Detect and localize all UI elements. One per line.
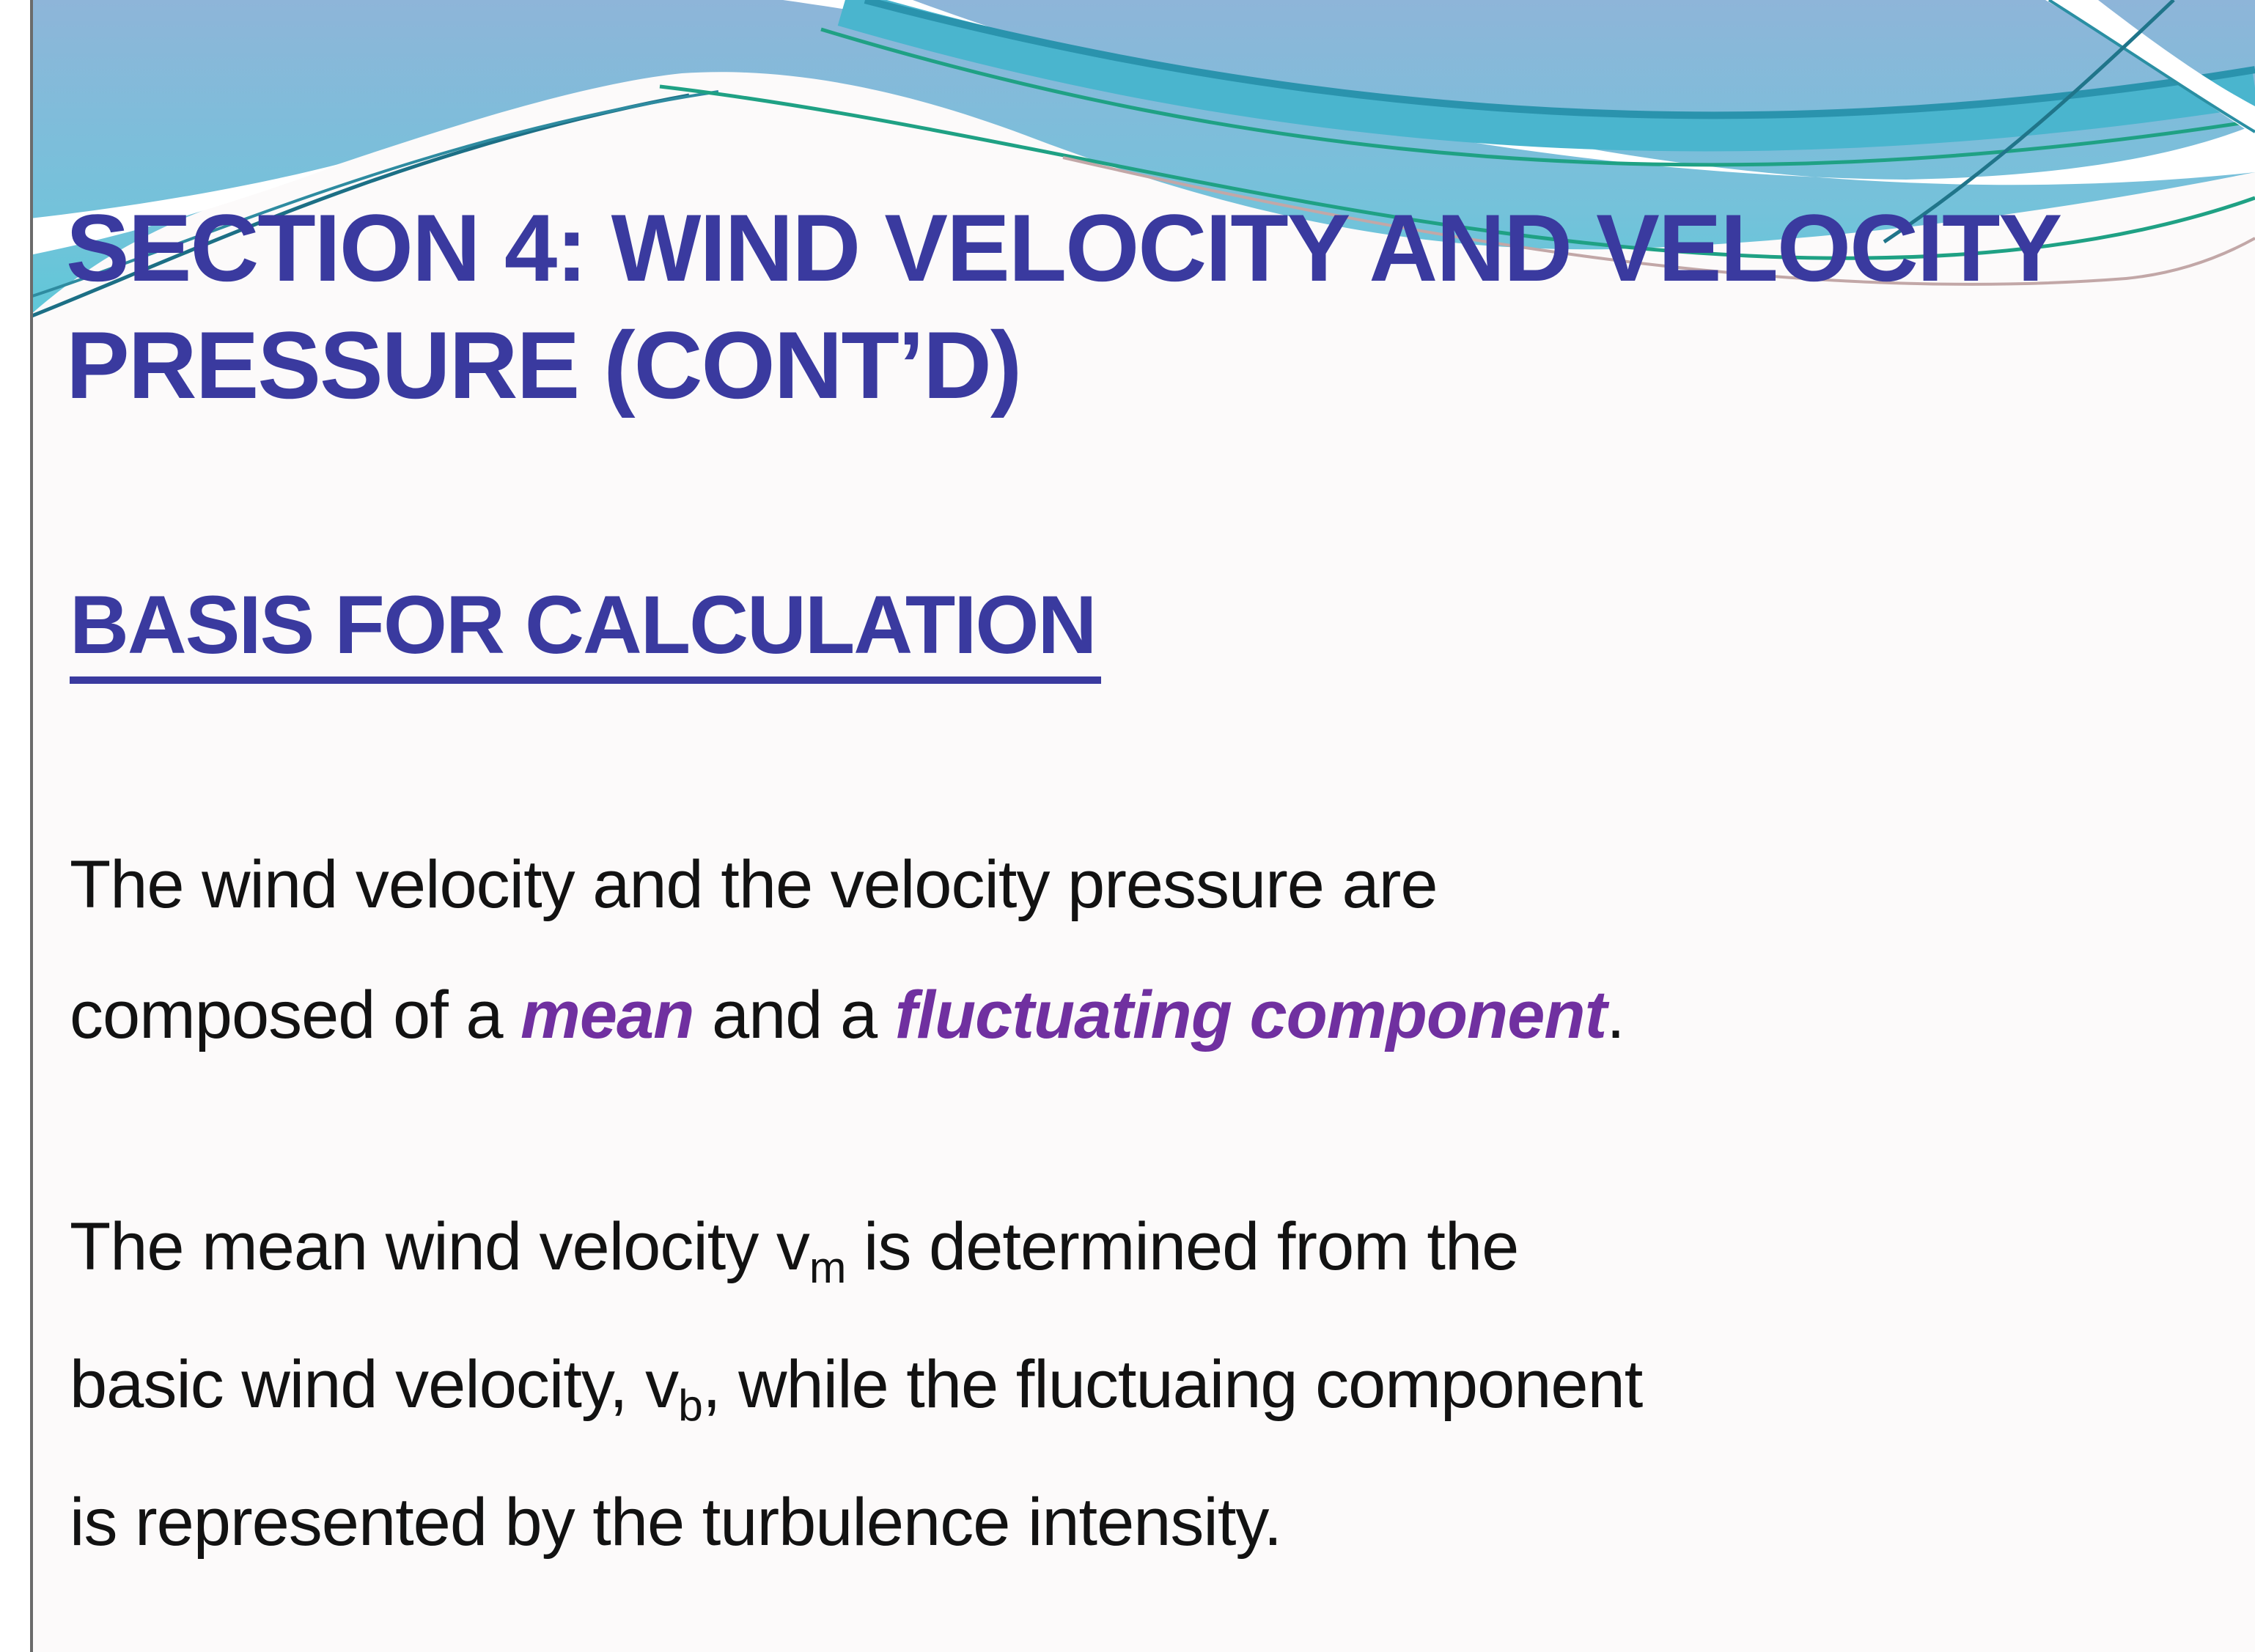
paragraph-1-line-2-end: . [1606,978,1625,1052]
paragraph-2-line-1-pre: The mean wind velocity v [70,1209,809,1284]
page-title [66,189,2061,424]
emphasis-mean: mean [520,978,694,1052]
paragraph-2-line-2-pre: basic wind velocity, v [70,1347,679,1422]
paragraph-1-line-1-text: The wind velocity and the velocity pressure are [70,847,1438,922]
paragraph-1-line-2-mid: and a [694,978,895,1052]
section-heading [70,581,1101,684]
scan-left-margin [0,0,30,1652]
paragraph-2 [70,1181,1642,1588]
paragraph-2-line-2 [70,1319,1642,1457]
paragraph-2-line-3 [70,1457,1642,1588]
paragraph-2-line-1 [70,1181,1642,1319]
paragraph-1-line-1 [70,819,1625,950]
page-title-line-2: PRESSURE (CONT’D) [66,311,1021,418]
paragraph-2-line-1-post: is determined from the [845,1209,1519,1284]
slide-left-border [30,0,33,1652]
paragraph-1-line-2-pre: composed of a [70,978,521,1052]
subscript-b: b [678,1380,702,1431]
subscript-m: m [809,1242,846,1293]
emphasis-fluctuating-component: fluctuating component [894,978,1607,1052]
paragraph-1 [70,819,1625,1080]
paragraph-2-line-3-text: is represented by the turbulence intensity. [70,1485,1282,1560]
paragraph-1-line-2 [70,950,1625,1080]
paragraph-2-line-2-post: , while the fluctuaing component [702,1347,1643,1422]
page-title-line-1: SECTION 4: WIND VELOCITY AND VELOCITY [66,194,2061,301]
section-heading-text: BASIS FOR CALCULATION [70,581,1101,684]
